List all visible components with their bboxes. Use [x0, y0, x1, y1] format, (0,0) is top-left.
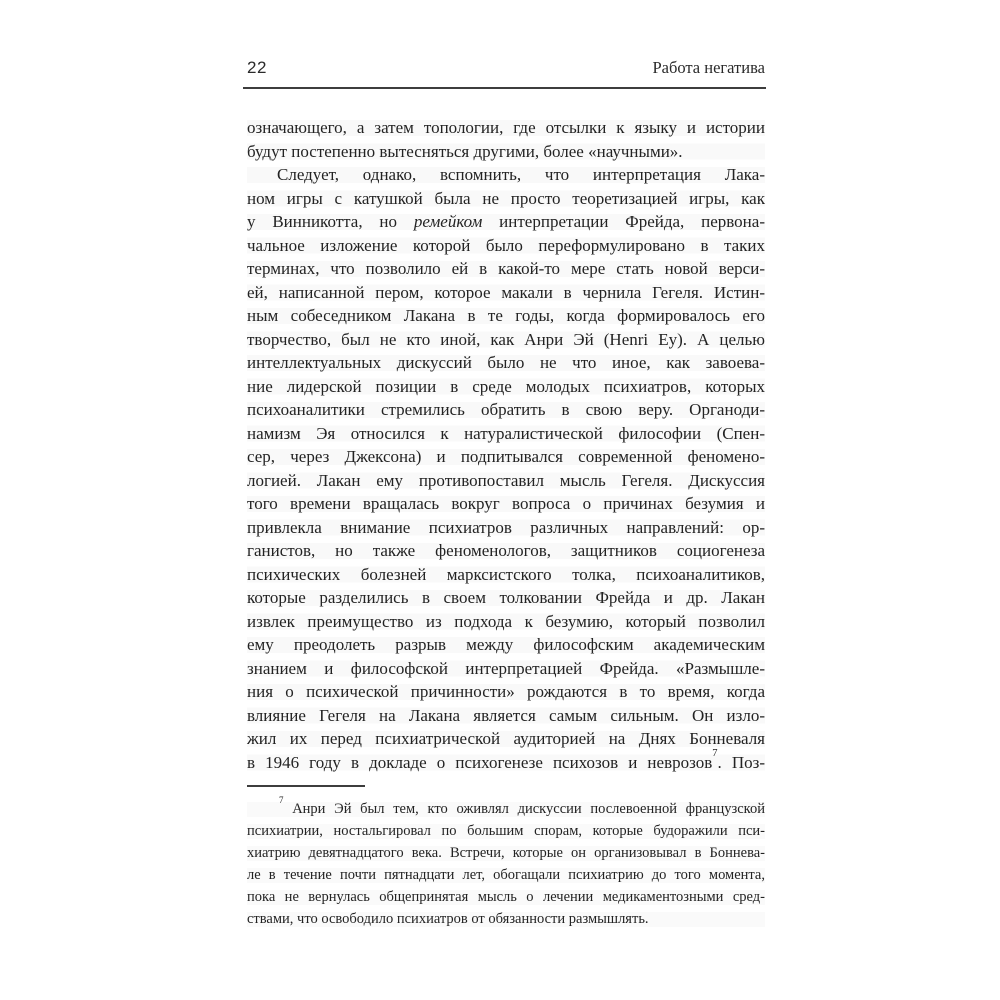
text-line: [247, 469, 765, 493]
text-line: [247, 234, 765, 258]
text-line: [247, 795, 765, 820]
text-line: [247, 210, 765, 234]
text-segment: ным собеседником Лакана в те годы, когда формировалось его: [247, 306, 765, 325]
text-segment: ствами, что освободило психиатров от обязанности размышлять.: [247, 911, 649, 927]
text-segment: у Винникотта, но: [247, 212, 414, 231]
text-line: [247, 375, 765, 399]
text-segment: ние лидерской позиции в среде молодых психиатров, которых: [247, 376, 765, 396]
text-line: [247, 842, 765, 864]
text-segment: привлекла внимание психиатров различных направлений: ор-: [247, 517, 765, 537]
text-segment: ему преодолеть разрыв между философским академическим: [247, 635, 765, 654]
text-line: [247, 864, 765, 886]
text-segment: сер, через Джексона) и подпитывался современной феномено-: [247, 447, 765, 466]
text-segment: извлек преимущество из подхода к безумию, который позволил: [247, 611, 765, 631]
text-segment: будут постепенно вытесняться другими, более «научными».: [247, 141, 683, 161]
text-segment: ном игры с катушкой была не просто теоретизацией игры, как: [247, 188, 765, 208]
text-line: [247, 140, 765, 164]
text-segment: которые разделились в своем толковании Фрейда и др. Лакан: [247, 588, 765, 607]
text-line: [247, 116, 765, 140]
text-segment: ганистов, но также феноменологов, защитников социогенеза: [247, 541, 765, 560]
text-line: [247, 351, 765, 375]
text-segment: хиатрию девятнадцатого века. Встречи, которые он организовывал в Боннева-: [247, 845, 765, 861]
text-segment: терминах, что позволило ей в какой-то мере стать новой верси-: [247, 259, 765, 278]
text-segment: пока не вернулась общепринятая мысль о лечении медикаментозными сред-: [247, 889, 765, 905]
paragraph: [247, 116, 765, 163]
text-segment: Следует, однако, вспомнить, что интерпретация Лака-: [277, 165, 765, 184]
text-segment: психоаналитики стремились обратить в свою веру. Органоди-: [247, 400, 765, 419]
text-segment: знанием и философской интерпретацией Фрейда. «Размышле-: [247, 658, 765, 678]
text-line: [247, 748, 765, 775]
page-header: [247, 58, 765, 78]
text-line: [247, 820, 765, 842]
text-segment: намизм Эя относился к натуралистической философии (Спен-: [247, 423, 765, 443]
footnote-separator-rule: [247, 785, 365, 787]
running-title: Работа негатива: [652, 58, 765, 77]
text-line: [247, 704, 765, 728]
text-line: [247, 563, 765, 587]
text-segment: в 1946 году в докладе о психогенезе психозов и неврозов: [247, 752, 713, 772]
text-segment: . Поз-: [717, 752, 765, 772]
text-line: [247, 516, 765, 540]
text-line: [247, 657, 765, 681]
text-segment: того времени вращалась вокруг вопроса о причинах безумия и: [247, 494, 765, 513]
text-line: [247, 539, 765, 563]
text-line: [247, 398, 765, 422]
text-line: [247, 633, 765, 657]
text-line: [247, 727, 765, 751]
text-segment: влияние Гегеля на Лакана является самым сильным. Он изло-: [247, 705, 765, 725]
text-segment: логией. Лакан ему противопоставил мысль Гегеля. Дискуссия: [247, 470, 765, 490]
text-line: [247, 445, 765, 469]
text-line: [247, 908, 765, 930]
footnote-reference: 7: [712, 748, 718, 760]
text-line: [247, 610, 765, 634]
text-line: [247, 163, 765, 187]
text-segment: ле в течение почти пятнадцати лет, обогащали психиатрию до того момента,: [247, 867, 765, 883]
text-segment: интерпретации Фрейда, первона-: [482, 212, 765, 231]
footnote-reference: 7: [279, 795, 284, 806]
footnote-text: [247, 795, 765, 930]
text-line: [247, 187, 765, 211]
text-line: [247, 492, 765, 516]
text-line: [247, 422, 765, 446]
text-line: [247, 586, 765, 610]
header-rule: [243, 87, 766, 89]
text-segment: ей, написанной пером, которое макали в чернила Гегеля. Истин-: [247, 282, 765, 302]
text-line: [247, 281, 765, 305]
text-segment: психиатрии, ностальгировал по большим спорам, которые будоражили пси-: [247, 823, 765, 839]
page-number: 22: [247, 58, 267, 77]
text-segment: ния о психической причинности» рождаются в то время, когда: [247, 682, 765, 701]
body-text: [247, 116, 765, 774]
text-line: [247, 304, 765, 328]
text-line: [247, 886, 765, 908]
text-line: [247, 328, 765, 352]
paragraph: [247, 163, 765, 774]
text-segment: творчество, был не кто иной, как Анри Эй (Henri Ey). А целью: [247, 329, 765, 349]
italic-text: ремейком: [413, 212, 483, 231]
text-line: [247, 680, 765, 704]
text-segment: жил их перед психиатрической аудиторией на Днях Бонневаля: [247, 729, 765, 748]
text-segment: чальное изложение которой было переформулировано в таких: [247, 235, 765, 255]
text-segment: означающего, а затем топологии, где отсылки к языку и истории: [247, 118, 765, 137]
text-segment: психических болезней марксистского толка, психоаналитиков,: [247, 564, 765, 584]
text-segment: интеллектуальных дискуссий было не что иное, как завоева-: [247, 353, 765, 372]
text-line: [247, 257, 765, 281]
text-segment: Анри Эй был тем, кто оживлял дискуссии послевоенной французской: [283, 801, 765, 817]
